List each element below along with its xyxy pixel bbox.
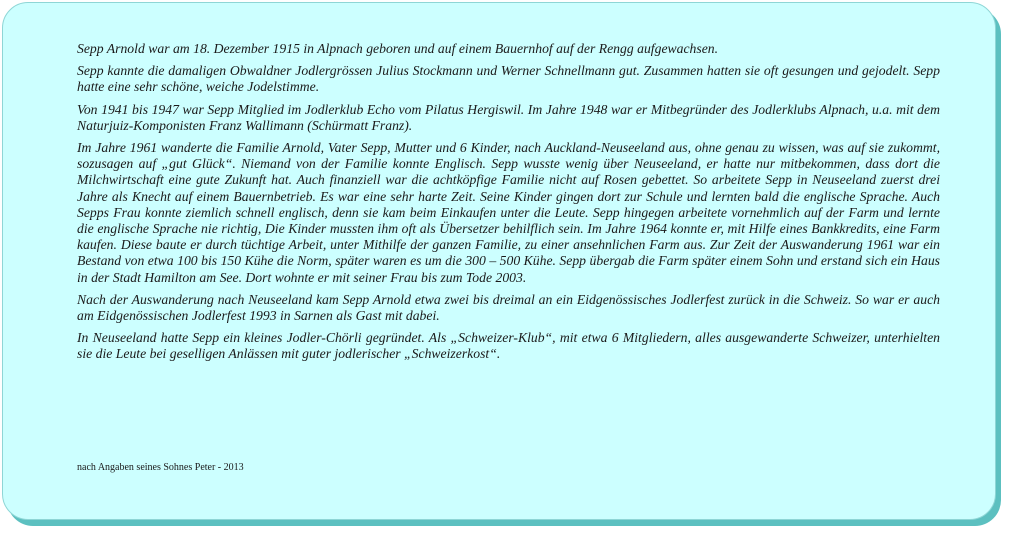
paragraph-jodlerklub: Von 1941 bis 1947 war Sepp Mitglied im Jodlerklub Echo vom Pilatus Hergiswil. Im Jahre 1948 war er Mitbegründer des Jodlerklubs Alpnach, u.a. mit dem Naturjuiz-Komponisten Franz Wallimann (Schürmatt Franz).: [77, 101, 940, 133]
paragraph-emigration: Im Jahre 1961 wanderte die Familie Arnold, Vater Sepp, Mutter und 6 Kinder, nach Auckland-Neuseeland aus, ohne genau zu wissen, was auf sie zukommt, sozusagen auf „gut Glück“. Niemand von der Familie konnte Englisch. Sepp wusste wenig über Neuseeland, er hatte nur mitbekommen, dass dort die Milchwirtschaft eine gute Zukunft hat. Auch finanziell war die achtköpfige Familie nicht auf Rosen gebettet. So arbeitete Sepp in Neuseeland zuerst drei Jahre als Knecht auf einem Bauernbetrieb. Es war eine sehr harte Zeit. Seine Kinder gingen dort zur Schule und lernten bald die englische Sprache. Auch Sepps Frau konnte ziemlich schnell englisch, denn sie kam beim Einkaufen unter die Leute. Sepp hingegen arbeitete vornehmlich auf der Farm und lernte die englische Sprache nie richtig, Die Kinder mussten ihm oft als Übersetzer behilflich sein. Im Jahre 1964 konnte er, mit Hilfe eines Bankkredits, eine Farm kaufen. Diese baute er durch tüchtige Arbeit, unter Mithilfe der ganzen Familie, zu einer ansehnlichen Farm aus. Zur Zeit der Auswanderung 1961 war ein Bestand von etwa 100 bis 150 Kühe die Norm, später waren es um die 300 – 500 Kühe. Sepp übergab die Farm später einem Sohn und erstand sich ein Haus in der Stadt Hamilton am See. Dort wohnte er mit seiner Frau bis zum Tode 2003.: [77, 140, 940, 285]
paragraph-swiss-club: In Neuseeland hatte Sepp ein kleines Jodler-Chörli gegründet. Als „Schweizer-Klub“, mit etwa 6 Mitgliedern, alles ausgewanderte Schweizer, unterhielten sie die Leute bei geselligen Anlässen mit guter jodlerischer „Schweizerkost“.: [77, 330, 940, 362]
paragraph-visits: Nach der Auswanderung nach Neuseeland kam Sepp Arnold etwa zwei bis dreimal an ein Eidgenössisches Jodlerfest zurück in die Schweiz. So war er auch am Eidgenössischen Jodlerfest 1993 in Sarnen als Gast mit dabei.: [77, 291, 940, 324]
biography-text: [77, 41, 940, 369]
paragraph-yodel-friends: Sepp kannte die damaligen Obwaldner Jodlergrössen Julius Stockmann und Werner Schnellmann gut. Zusammen hatten sie oft gesungen und gejodelt. Sepp hatte eine sehr schöne, weiche Jodelstimme.: [77, 63, 940, 95]
source-note: nach Angaben seines Sohnes Peter - 2013: [77, 462, 244, 473]
paragraph-birth: Sepp Arnold war am 18. Dezember 1915 in Alpnach geboren und auf einem Bauernhof auf der Rengg aufgewachsen.: [77, 41, 719, 56]
